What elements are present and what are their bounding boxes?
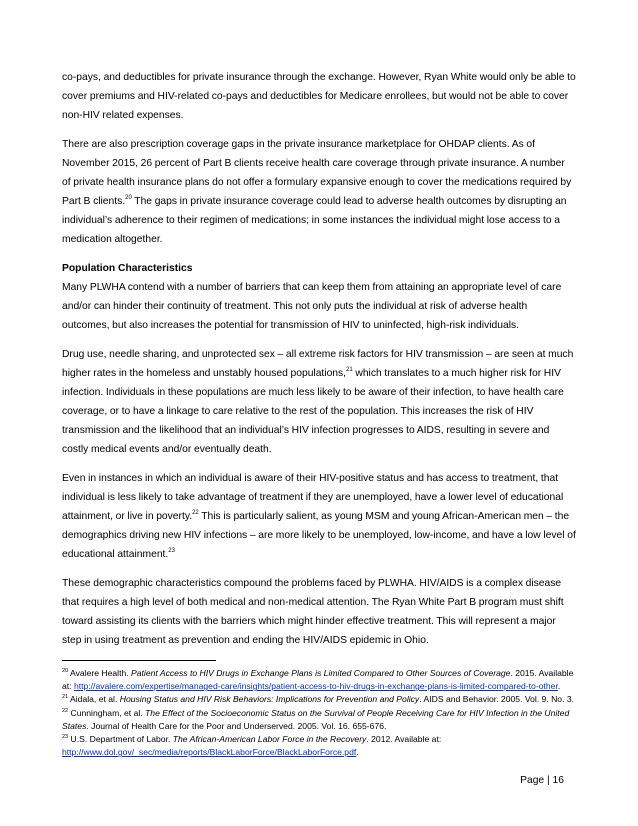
footnote-22 — [62, 707, 576, 733]
paragraph-exchange-coverage: co-pays, and deductibles for private insurance through the exchange. However, Ryan White would only be able to cover premiums and HIV-related co-pays and deductibles for Medicare enrollees, but would not be able to cover non-HIV related expenses. — [62, 72, 576, 121]
paragraph-text: The gaps in private insurance coverage could lead to adverse health outcomes by disrupting an individual’s adherence to their regimen of medications; in some instances the individual might lose access to a medication altogether. — [62, 196, 567, 245]
paragraph-text: Drug use, needle sharing, and unprotected sex – all extreme risk factors for HIV transmission – are seen at much higher rates in the homeless and unstably housed populations, — [62, 349, 574, 379]
footnote-text: U.S. Department of Labor. — [68, 734, 173, 745]
footnote-ref-22[interactable]: 22 — [192, 510, 199, 516]
paragraph-treatment-access — [62, 469, 576, 564]
footnote-ref-23[interactable]: 23 — [168, 548, 175, 554]
footnote-text: . 2012. Available at: — [366, 734, 442, 745]
footnote-text: . 2015. Available at: — [62, 668, 574, 692]
footnote-title: Patient Access to HIV Drugs in Exchange Plans is Limited Compared to Other Sources of Coverage — [131, 668, 511, 678]
footnote-number: 22 — [62, 707, 69, 714]
footnote-text: Cunningham, et al. — [68, 707, 146, 718]
footnote-title: The Effect of the Socioeconomic Status on the Survival of People Receiving Care for HIV Infection in the United States — [62, 707, 570, 731]
footnote-text: Aidala, et al. — [68, 694, 120, 705]
document-page — [62, 68, 576, 759]
footnote-text: . — [356, 747, 359, 758]
section-heading: Population Characteristics — [62, 263, 193, 274]
footnote-text: . Journal of Health Care for the Poor and Underserved. 2005. Vol. 16. 655-676. — [86, 720, 387, 731]
footnote-separator — [62, 660, 216, 661]
paragraph-text: This is particularly salient, as young MSM and young African-American men – the demographics driving new HIV infections – are more likely to be unemployed, low-income, and have a low level of educational attainment. — [62, 511, 576, 560]
footnote-21 — [62, 693, 576, 706]
paragraph-risk-factors — [62, 345, 576, 459]
footnote-number: 20 — [62, 668, 69, 674]
paragraph-barriers: Many PLWHA contend with a number of barriers that can keep them from attaining an appropriate level of care and/or can hinder their continuity of treatment. This not only puts the individual at risk of adverse health outcomes, but also increases the potential for transmission of HIV to uninfected, high-risk individuals. — [62, 282, 562, 331]
paragraph-text: Even in instances in which an individual is aware of their HIV-positive status and has access to treatment, that individual is less likely to take advantage of treatment if they are unemployed, have a lower level of educational attainment, or live in poverty. — [62, 473, 564, 522]
footnote-text: . AIDS and Behavior. 2005. Vol. 9. No. 3. — [419, 694, 575, 705]
paragraph-text: There are also prescription coverage gaps in the private insurance marketplace for OHDAP clients. As of November 2015, 26 percent of Part B clients receive health care coverage through private insurance. A number of private health insurance plans do not offer a formulary expansive enough to cover the medications required by Part B clients. — [62, 139, 572, 207]
footnote-ref-20[interactable]: 20 — [125, 195, 132, 201]
paragraph-prescription-gaps — [62, 135, 576, 249]
footnote-ref-21[interactable]: 21 — [346, 367, 353, 373]
footnote-number: 23 — [62, 734, 69, 741]
footnote-link[interactable]: http://avalere.com/expertise/managed-care/insights/patient-access-to-hiv-drugs-in-exchange-plans-is-limited-compared-to-other — [73, 681, 558, 692]
footnote-title: The African-American Labor Force in the Recovery — [172, 734, 367, 745]
paragraph-text: which translates to a much higher risk for HIV infection. Individuals in these populations are much less likely to be aware of their infection, to have health care coverage, or to have a linkage to care relative to the rest of the population. This increases the risk of HIV transmission and the likelihood that an individual’s HIV infection progresses to AIDS, resulting in severe and costly medical events and/or eventually death. — [62, 368, 564, 455]
footnote-text: . — [557, 681, 561, 692]
page-number: Page | 16 — [520, 775, 564, 786]
footnote-23 — [62, 733, 576, 759]
paragraph-demographics: These demographic characteristics compound the problems faced by PLWHA. HIV/AIDS is a complex disease that requires a high level of both medical and non-medical attention. The Ryan White Part B program must shift toward assisting its clients with the barriers which might hinder effective treatment. This will represent a major step in using treatment as prevention and ending the HIV/AIDS epidemic in Ohio. — [62, 578, 564, 646]
footnote-text: Avalere Health. — [68, 668, 132, 678]
footnote-number: 21 — [62, 694, 69, 701]
footnote-20 — [62, 667, 576, 693]
footnote-title: Housing Status and HIV Risk Behaviors: Implications for Prevention and Policy — [119, 694, 420, 705]
footnotes — [62, 667, 576, 759]
footnote-link[interactable]: http://www.dol.gov/_sec/media/reports/BlackLaborForce/BlackLaborForce.pdf — [62, 747, 357, 758]
